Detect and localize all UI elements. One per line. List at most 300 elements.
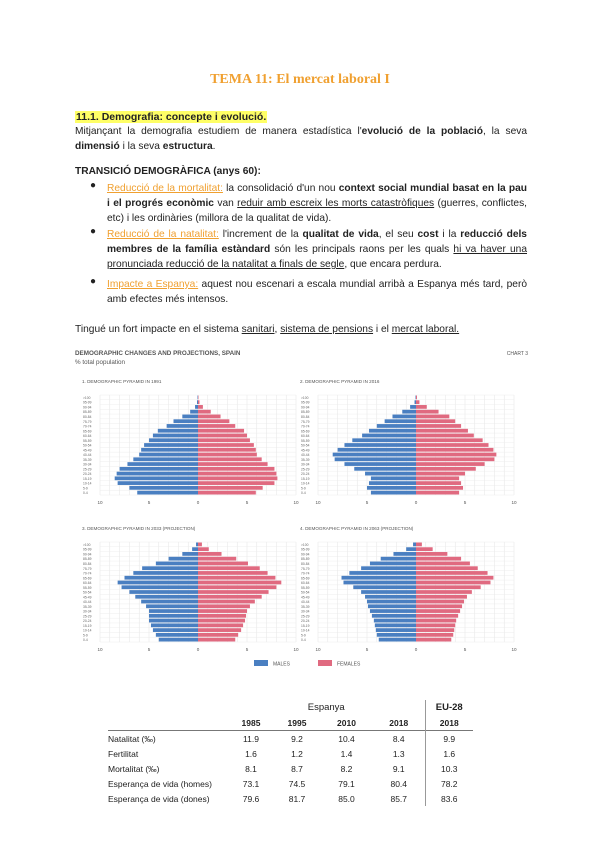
bar-females — [198, 638, 235, 642]
bullet-dot-icon: ● — [90, 276, 97, 287]
bar-males — [372, 614, 416, 618]
age-tick-label: 45-49 — [301, 595, 310, 600]
bar-males — [385, 419, 416, 423]
table-cell: 74.5 — [288, 778, 306, 789]
bar-males — [381, 557, 416, 561]
age-tick-label: 60-64 — [83, 581, 92, 586]
bar-females — [198, 543, 202, 547]
bar-females — [198, 552, 222, 556]
bar-females — [416, 576, 493, 580]
age-tick-label: 75-79 — [301, 566, 310, 571]
bar-males — [153, 628, 198, 632]
x-tick-label: 5 — [147, 500, 151, 505]
bar-females — [198, 486, 263, 490]
age-tick-label: 40-44 — [83, 453, 92, 458]
age-tick-label: 70-74 — [301, 571, 310, 576]
bar-males — [135, 595, 198, 599]
age-tick-label: 95-99 — [301, 547, 310, 552]
table-cell: 79.6 — [242, 793, 260, 804]
bar-females — [416, 396, 417, 400]
table-cell: 80.4 — [390, 778, 408, 789]
bullet-mortality: Reducció de la mortalitat: la consolidació d'un nou context social mundial basat en la pau i el progrés econòmic van reduir amb escreix les morts catastròfiques (guerres, conflictes, etc) i les ordinàries (millora de la qualitat de vida). — [107, 183, 527, 224]
x-tick-label: 5 — [245, 500, 249, 505]
age-tick-label: >100 — [301, 542, 309, 547]
bar-males — [377, 633, 416, 637]
row-label: Esperança de vida (dones) — [108, 793, 210, 804]
bar-females — [416, 410, 439, 414]
bar-females — [416, 609, 460, 613]
bar-females — [416, 543, 422, 547]
age-tick-label: 90-94 — [83, 405, 92, 410]
bar-females — [416, 562, 470, 566]
age-tick-label: 40-44 — [83, 600, 92, 605]
x-tick-label: 10 — [315, 647, 321, 652]
age-tick-label: 0-4 — [301, 638, 306, 643]
x-tick-label: 10 — [511, 500, 517, 505]
x-tick-label: 0 — [414, 500, 418, 505]
bar-males — [122, 585, 198, 589]
age-tick-label: 25-29 — [83, 614, 92, 619]
bar-females — [198, 585, 276, 589]
bar-females — [198, 576, 275, 580]
age-tick-label: 80-84 — [301, 562, 310, 567]
table-row — [108, 791, 473, 806]
bar-males — [146, 604, 198, 608]
table-cell: 8.1 — [245, 763, 257, 774]
age-tick-label: 0-4 — [83, 491, 88, 496]
bar-females — [198, 571, 268, 575]
bar-females — [198, 457, 262, 461]
table-cell: 83.6 — [425, 791, 473, 806]
bar-males — [153, 434, 198, 438]
bar-females — [198, 472, 276, 476]
age-tick-label: 70-74 — [83, 424, 92, 429]
table-cell: 9.1 — [392, 763, 405, 774]
bar-males — [338, 448, 416, 452]
bar-females — [198, 467, 274, 471]
x-tick-label: 5 — [365, 500, 369, 505]
bar-males — [371, 476, 416, 480]
age-tick-label: 65-69 — [301, 429, 310, 434]
bar-females — [198, 600, 255, 604]
table-cell: 1.6 — [245, 748, 257, 759]
bar-females — [198, 633, 238, 637]
bar-males — [367, 600, 416, 604]
age-tick-label: 20-24 — [83, 619, 92, 624]
age-tick-label: 95-99 — [301, 400, 310, 405]
bar-males — [344, 443, 416, 447]
age-tick-label: 15-19 — [301, 476, 310, 481]
bar-males — [344, 462, 416, 466]
table-row — [108, 731, 473, 747]
age-tick-label: 30-34 — [301, 462, 310, 467]
age-tick-label: 25-29 — [83, 467, 92, 472]
age-tick-label: 35-39 — [301, 457, 310, 462]
age-tick-label: 60-64 — [83, 434, 92, 439]
bar-females — [416, 604, 462, 608]
bullet-spain: Impacte a Espanya: aquest nou escenari a escala mundial arribà a Espanya més tard, però amb efectes més intensos. — [107, 279, 527, 305]
bullet-natality: Reducció de la natalitat: l'increment de la qualitat de vida, el seu cost i la reducció dels membres de la família estàndard són les principals raons per les quals hi va haver una pronunciada reducció de la natalitat a finals de segle, que encara perdura. — [107, 229, 527, 270]
chart-subtitle: % total population — [75, 359, 126, 366]
age-tick-label: 20-24 — [301, 619, 310, 624]
bar-females — [198, 628, 241, 632]
page-title: TEMA 11: El mercat laboral I — [210, 72, 390, 87]
age-tick-label: 45-49 — [301, 448, 310, 453]
age-tick-label: >100 — [83, 542, 91, 547]
bar-females — [416, 467, 476, 471]
table-cell: 78.2 — [425, 776, 473, 791]
bar-females — [416, 638, 451, 642]
x-tick-label: 10 — [293, 647, 299, 652]
bar-females — [416, 419, 455, 423]
table-cell: 1.2 — [291, 748, 303, 759]
bar-males — [371, 491, 416, 495]
bar-females — [198, 557, 236, 561]
bullet-dot-icon: ● — [90, 180, 97, 191]
age-tick-label: 5-9 — [83, 633, 88, 638]
bar-females — [198, 595, 262, 599]
bar-females — [416, 453, 496, 457]
age-tick-label: 55-59 — [301, 438, 310, 443]
bar-males — [349, 571, 416, 575]
bar-females — [416, 628, 454, 632]
bar-females — [198, 547, 209, 551]
bar-males — [375, 623, 416, 627]
bar-males — [365, 595, 416, 599]
bar-females — [416, 438, 483, 442]
intro-paragraph: Mitjançant la demografia estudiem de manera estadística l'evolució de la població, la seva dimensió i la seva estructura. — [75, 126, 527, 152]
table-cell: 10.3 — [425, 761, 473, 776]
bar-males — [151, 623, 198, 627]
bar-males — [182, 552, 198, 556]
chart-label: CHART 3 — [506, 351, 528, 357]
bar-males — [129, 486, 198, 490]
bar-males — [156, 633, 198, 637]
bar-females — [198, 562, 248, 566]
x-tick-label: 10 — [315, 500, 321, 505]
bar-males — [197, 400, 198, 404]
age-tick-label: 35-39 — [83, 457, 92, 462]
bar-males — [158, 429, 198, 433]
table-cell: 8.7 — [291, 763, 303, 774]
bar-males — [129, 590, 198, 594]
bar-females — [198, 604, 250, 608]
x-tick-label: 5 — [463, 647, 467, 652]
table-cell: 1.4 — [340, 748, 353, 759]
bar-males — [142, 566, 198, 570]
age-tick-label: 35-39 — [83, 604, 92, 609]
bar-males — [169, 557, 198, 561]
age-tick-label: 20-24 — [301, 472, 310, 477]
bar-females — [198, 443, 254, 447]
bar-males — [118, 481, 198, 485]
age-tick-label: 85-89 — [83, 557, 92, 562]
bar-females — [416, 547, 433, 551]
bar-females — [198, 566, 260, 570]
bar-females — [198, 476, 277, 480]
bar-males — [127, 462, 198, 466]
age-tick-label: 30-34 — [83, 609, 92, 614]
age-tick-label: 0-4 — [83, 638, 88, 643]
bar-females — [416, 552, 447, 556]
age-tick-label: 50-54 — [301, 443, 310, 448]
age-tick-label: 65-69 — [83, 576, 92, 581]
x-tick-label: 10 — [97, 647, 103, 652]
pyramid-title: 1. DEMOGRAPHIC PYRAMID IN 1991 — [82, 379, 162, 384]
table-cell: 79.1 — [338, 778, 355, 789]
age-tick-label: 10-14 — [83, 628, 92, 633]
bar-males — [144, 443, 198, 447]
bar-males — [156, 562, 198, 566]
bar-males — [333, 453, 416, 457]
bar-males — [141, 600, 198, 604]
bar-females — [198, 462, 268, 466]
group-header-spain: Espanya — [307, 702, 345, 713]
bar-males — [370, 562, 416, 566]
bar-males — [192, 547, 198, 551]
age-tick-label: 80-84 — [301, 415, 310, 420]
bar-females — [416, 405, 427, 409]
demographic-indicators-table — [108, 700, 473, 806]
age-tick-label: >100 — [83, 395, 91, 400]
bar-females — [416, 448, 493, 452]
table-cell: 9.2 — [291, 733, 303, 744]
bar-males — [139, 453, 198, 457]
bar-males — [361, 590, 416, 594]
age-tick-label: 5-9 — [301, 633, 306, 638]
bar-males — [353, 585, 416, 589]
age-tick-label: 30-34 — [83, 462, 92, 467]
bar-females — [416, 585, 481, 589]
bar-males — [137, 491, 198, 495]
bar-females — [416, 491, 459, 495]
legend-label-females: FEMALES — [337, 661, 361, 668]
bar-males — [125, 576, 199, 580]
age-tick-label: 65-69 — [301, 576, 310, 581]
age-tick-label: 75-79 — [83, 566, 92, 571]
bar-males — [362, 434, 416, 438]
bar-females — [416, 590, 472, 594]
bar-males — [342, 576, 416, 580]
age-tick-label: 45-49 — [83, 448, 92, 453]
bar-males — [149, 614, 198, 618]
age-tick-label: 25-29 — [301, 467, 310, 472]
row-label: Natalitat (‰) — [108, 733, 156, 744]
age-tick-label: 70-74 — [301, 424, 310, 429]
bar-males — [374, 619, 416, 623]
age-tick-label: 80-84 — [83, 562, 92, 567]
bar-males — [415, 400, 416, 404]
age-tick-label: 5-9 — [83, 486, 88, 491]
age-tick-label: 60-64 — [301, 434, 310, 439]
bar-females — [198, 448, 256, 452]
bar-females — [198, 405, 203, 409]
bar-females — [416, 443, 489, 447]
bar-females — [416, 595, 467, 599]
bar-females — [416, 581, 490, 585]
age-tick-label: 55-59 — [83, 585, 92, 590]
age-tick-label: 85-89 — [301, 410, 310, 415]
table-cell: 85.7 — [390, 793, 408, 804]
table-cell: 8.2 — [340, 763, 353, 774]
bar-females — [416, 400, 419, 404]
bar-males — [149, 619, 198, 623]
x-tick-label: 0 — [196, 647, 200, 652]
bar-males — [392, 415, 416, 419]
age-tick-label: 30-34 — [301, 609, 310, 614]
age-tick-label: 55-59 — [83, 438, 92, 443]
bar-males — [361, 566, 416, 570]
age-tick-label: 15-19 — [301, 623, 310, 628]
age-tick-label: 90-94 — [301, 552, 310, 557]
x-tick-label: 5 — [245, 647, 249, 652]
x-tick-label: 5 — [365, 647, 369, 652]
bar-females — [198, 619, 245, 623]
bar-females — [198, 581, 281, 585]
bar-females — [198, 438, 250, 442]
age-tick-label: 55-59 — [301, 585, 310, 590]
bar-males — [118, 581, 198, 585]
bar-males — [410, 405, 416, 409]
bar-males — [413, 543, 416, 547]
bar-females — [416, 481, 461, 485]
bar-females — [416, 472, 465, 476]
year-header: 2010 — [337, 717, 356, 728]
x-tick-label: 5 — [147, 647, 151, 652]
bar-males — [159, 638, 198, 642]
bar-males — [365, 472, 416, 476]
table-cell: 11.9 — [243, 733, 259, 744]
bar-females — [416, 424, 461, 428]
bar-males — [352, 438, 416, 442]
pyramid-title: 4. DEMOGRAPHIC PYRAMID IN 2063 (PROJECTION) — [300, 526, 414, 531]
bar-males — [379, 638, 416, 642]
age-tick-label: >100 — [301, 395, 309, 400]
age-tick-label: 25-29 — [301, 614, 310, 619]
year-header: 1985 — [241, 717, 261, 728]
age-tick-label: 15-19 — [83, 476, 92, 481]
bar-females — [416, 434, 474, 438]
table-row — [108, 776, 473, 791]
bar-males — [402, 410, 416, 414]
pyramid-title: 3. DEMOGRAPHIC PYRAMID IN 2033 (PROJECTION) — [82, 526, 196, 531]
x-tick-label: 0 — [196, 500, 200, 505]
year-header: 2018 — [425, 715, 473, 731]
bar-females — [416, 557, 461, 561]
row-label: Fertilitat — [108, 748, 139, 759]
bar-females — [198, 434, 247, 438]
bar-males — [368, 604, 416, 608]
age-tick-label: 5-9 — [301, 486, 306, 491]
x-tick-label: 5 — [463, 500, 467, 505]
bar-males — [377, 424, 416, 428]
age-tick-label: 65-69 — [83, 429, 92, 434]
bar-males — [367, 486, 416, 490]
bar-males — [369, 481, 416, 485]
age-tick-label: 10-14 — [83, 481, 92, 486]
age-tick-label: 50-54 — [83, 443, 92, 448]
table-cell: 9.9 — [425, 731, 473, 747]
table-row — [108, 746, 473, 761]
table-cell: 10.4 — [338, 733, 355, 744]
age-tick-label: 10-14 — [301, 628, 310, 633]
bar-females — [416, 462, 485, 466]
bar-females — [416, 623, 455, 627]
row-label: Esperança de vida (homes) — [108, 778, 212, 789]
age-tick-label: 85-89 — [301, 557, 310, 562]
bar-males — [190, 410, 198, 414]
legend-swatch-females — [318, 660, 332, 666]
bar-females — [198, 614, 246, 618]
bar-males — [354, 467, 416, 471]
table-cell: 1.6 — [425, 746, 473, 761]
bar-females — [416, 476, 459, 480]
bar-females — [198, 491, 256, 495]
x-tick-label: 10 — [293, 500, 299, 505]
transition-heading: TRANSICIÓ DEMOGRÀFICA (anys 60): — [75, 166, 261, 177]
bar-males — [369, 429, 416, 433]
bar-females — [198, 623, 243, 627]
bar-males — [115, 476, 198, 480]
bar-females — [198, 415, 221, 419]
bar-females — [416, 415, 449, 419]
age-tick-label: 70-74 — [83, 571, 92, 576]
bar-males — [117, 472, 198, 476]
bar-males — [120, 467, 198, 471]
age-tick-label: 10-14 — [301, 481, 310, 486]
age-tick-label: 20-24 — [83, 472, 92, 477]
age-tick-label: 85-89 — [83, 410, 92, 415]
table-cell: 85.0 — [338, 793, 355, 804]
age-tick-label: 40-44 — [301, 600, 310, 605]
x-tick-label: 10 — [511, 647, 517, 652]
age-tick-label: 0-4 — [301, 491, 306, 496]
bar-females — [416, 457, 494, 461]
legend-label-males: MALES — [273, 661, 290, 668]
chart-title: DEMOGRAPHIC CHANGES AND PROJECTIONS, SPAIN — [75, 350, 241, 357]
age-tick-label: 95-99 — [83, 400, 92, 405]
year-header: 2018 — [389, 717, 409, 728]
bar-females — [416, 619, 456, 623]
bar-females — [416, 566, 478, 570]
bar-females — [198, 429, 244, 433]
bar-females — [416, 429, 468, 433]
age-tick-label: 80-84 — [83, 415, 92, 420]
bar-males — [335, 457, 416, 461]
bar-males — [133, 571, 198, 575]
bar-males — [149, 609, 198, 613]
age-tick-label: 35-39 — [301, 604, 310, 609]
bullet-dot-icon: ● — [90, 226, 97, 237]
age-tick-label: 45-49 — [83, 595, 92, 600]
x-tick-label: 0 — [414, 647, 418, 652]
bar-males — [393, 552, 416, 556]
age-tick-label: 90-94 — [301, 405, 310, 410]
bar-females — [416, 600, 464, 604]
bar-females — [198, 609, 247, 613]
table-cell: 73.1 — [242, 778, 260, 789]
impact-paragraph: Tingué un fort impacte en el sistema sanitari, sistema de pensions i el mercat laboral. — [75, 324, 460, 335]
table-cell: 81.7 — [288, 793, 306, 804]
bar-males — [406, 547, 416, 551]
pyramid-title: 2. DEMOGRAPHIC PYRAMID IN 2016 — [300, 379, 380, 384]
bar-males — [370, 609, 416, 613]
legend-swatch-males — [254, 660, 268, 666]
age-tick-label: 75-79 — [301, 419, 310, 424]
age-tick-label: 95-99 — [83, 547, 92, 552]
bar-females — [198, 419, 229, 423]
group-header-eu: EU-28 — [425, 700, 473, 715]
